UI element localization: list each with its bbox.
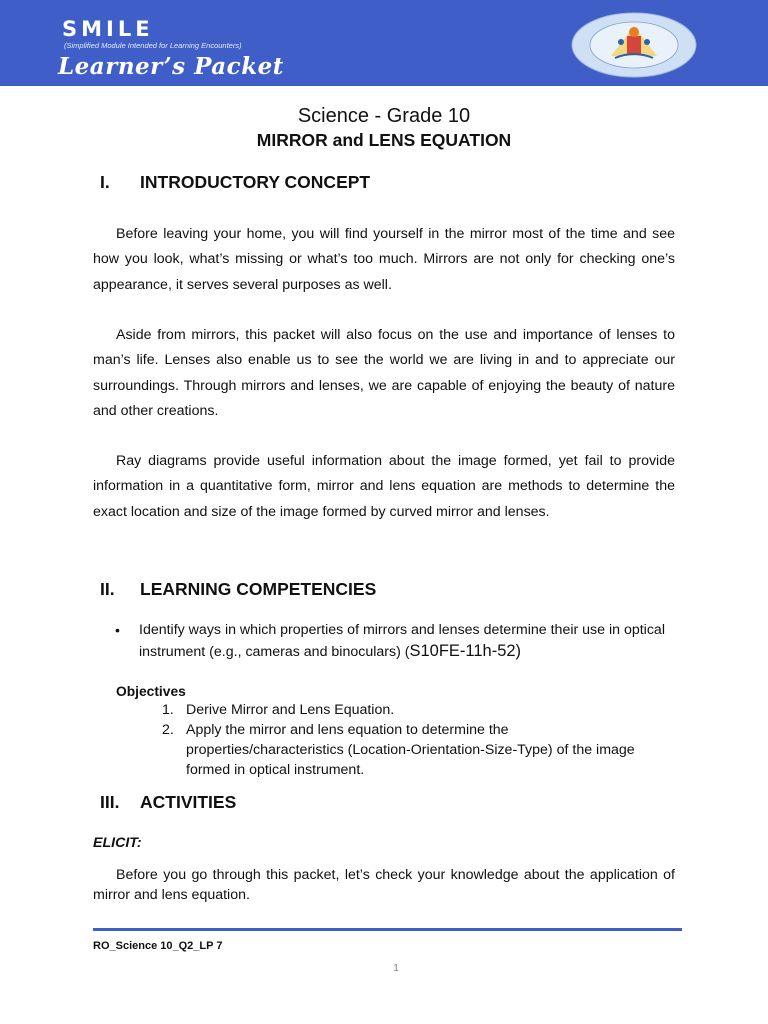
objective-number: 2. xyxy=(162,722,174,738)
objective-number: 1. xyxy=(162,702,174,718)
section-heading-activities xyxy=(100,791,236,813)
page-number: 1 xyxy=(393,962,399,974)
list-item xyxy=(115,620,680,663)
section-title: INTRODUCTORY CONCEPT xyxy=(140,172,371,192)
intro-paragraph: Ray diagrams provide useful information about the image formed, yet fail to provide information in a quantitative form, mirror and lens equation are methods to determine the exact location and size of the image formed by curved mirror and lenses. xyxy=(93,453,675,520)
brand-subtitle: (Simplified Module Intended for Learning Encounters) xyxy=(64,41,242,50)
intro-paragraph: Aside from mirrors, this packet will also focus on the use and importance of lenses to man’s life. Lenses also enable us to see the world we are living in and to appreciate our surroundings. Through mirrors and lenses, we are capable of enjoying the beauty of nature and other creations. xyxy=(93,327,675,419)
bullet-icon: • xyxy=(115,622,120,638)
intro-paragraph: Before leaving your home, you will find yourself in the mirror most of the time and see how you look, what’s missing or what’s too much. Mirrors are not only for checking one’s appearance, it serves several purposes as well. xyxy=(93,226,675,293)
page-subtitle: MIRROR and LENS EQUATION xyxy=(256,130,512,150)
section-title: ACTIVITIES xyxy=(140,792,237,812)
section-heading-intro xyxy=(100,171,370,193)
objective-text: Derive Mirror and Lens Equation. xyxy=(186,702,395,718)
packet-title: Learner’s Packet xyxy=(58,53,284,80)
section-title: LEARNING COMPETENCIES xyxy=(140,579,377,599)
footer-divider xyxy=(93,928,682,931)
section-number: I. xyxy=(100,172,110,192)
competency-code: S10FE-11h-52) xyxy=(409,642,522,660)
header-banner xyxy=(0,0,768,86)
competency-text: Identify ways in which properties of mirrors and lenses determine their use in optical instrument (e.g., cameras and binoculars) ( xyxy=(139,622,665,660)
page-title: Science - Grade 10 xyxy=(297,105,471,127)
section-number: III. xyxy=(100,792,120,812)
section-heading-competencies xyxy=(100,578,376,600)
competency-list xyxy=(115,620,680,663)
objectives-list xyxy=(162,700,667,780)
deped-seal-icon xyxy=(571,12,697,78)
list-item xyxy=(162,720,667,780)
objectives-heading: Objectives xyxy=(116,684,186,699)
objective-text: Apply the mirror and lens equation to determine the properties/characteristics (Location-Orientation-Size-Type) of the image formed in optical instrument. xyxy=(186,722,635,778)
elicit-paragraph: Before you go through this packet, let’s check your knowledge about the application of mirror and lens equation. xyxy=(93,867,675,903)
brand-logo-text: SMILE xyxy=(62,17,154,41)
list-item xyxy=(162,700,667,720)
section-number: II. xyxy=(100,579,115,599)
elicit-label: ELICIT: xyxy=(93,835,142,851)
footer-code: RO_Science 10_Q2_LP 7 xyxy=(93,940,223,952)
